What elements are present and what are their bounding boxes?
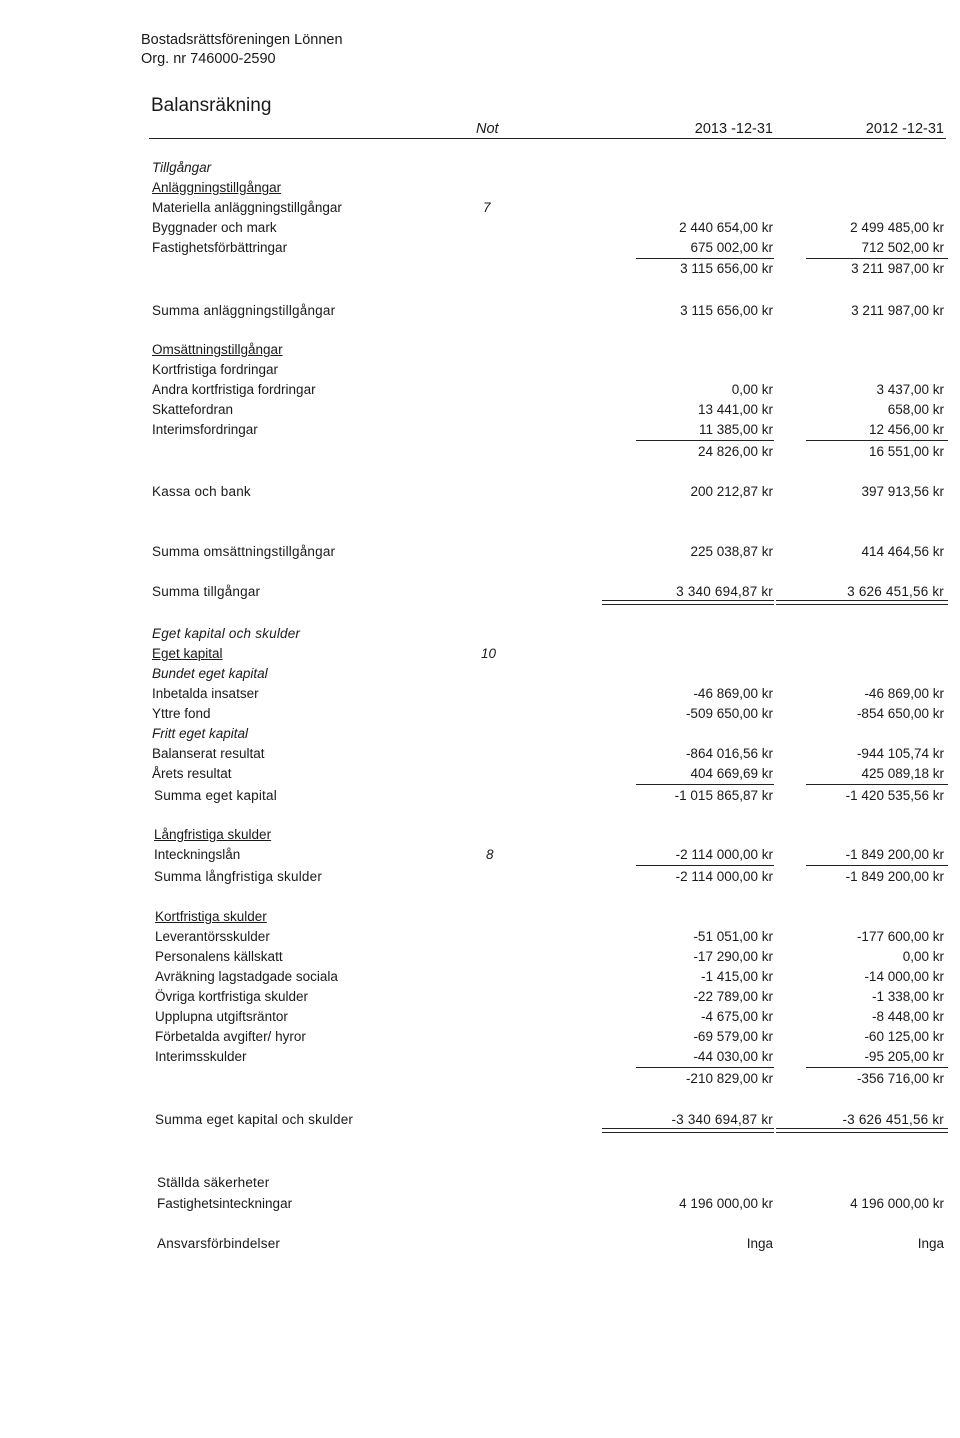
value-2013: -51 051,00 kr <box>693 929 773 944</box>
value-2012: 0,00 kr <box>902 949 944 964</box>
org-name: Bostadsrättsföreningen Lönnen <box>141 32 343 48</box>
sum-2013: -2 114 000,00 kr <box>675 869 773 884</box>
sum-2012: -1 849 200,00 kr <box>845 869 944 884</box>
pledged-heading: Ställda säkerheter <box>157 1175 270 1190</box>
restricted-equity-heading: Bundet eget kapital <box>152 666 268 681</box>
value-2013: Inga <box>746 1236 773 1251</box>
total-double-rule <box>776 600 948 605</box>
value-2013: 4 196 000,00 kr <box>679 1196 773 1211</box>
subtotal-2012: -356 716,00 kr <box>856 1071 944 1086</box>
tangible-assets-label: Materiella anläggningstillgångar <box>152 200 342 215</box>
contingent-label: Ansvarsförbindelser <box>157 1236 281 1251</box>
row-label: Interimsskulder <box>155 1049 247 1064</box>
row-label: Byggnader och mark <box>152 220 277 235</box>
value-2013: -509 650,00 kr <box>685 706 773 721</box>
value-2013: -46 869,00 kr <box>693 686 773 701</box>
subtotal-rule <box>806 784 948 785</box>
value-2012: 425 089,18 kr <box>861 766 944 781</box>
total-assets-2012: 3 626 451,56 kr <box>847 584 944 599</box>
sum-2013: -1 015 865,87 kr <box>674 788 773 803</box>
subtotal-2012: 16 551,00 kr <box>868 444 944 459</box>
sum-2012: -1 420 535,56 kr <box>845 788 944 803</box>
value-2013: 0,00 kr <box>731 382 773 397</box>
value-2012: -46 869,00 kr <box>864 686 944 701</box>
note-ref: 10 <box>481 646 497 661</box>
note-ref: 8 <box>486 847 494 862</box>
row-label: Fastighetsinteckningar <box>157 1196 293 1211</box>
row-label: Årets resultat <box>152 766 232 781</box>
row-label: Balanserat resultat <box>152 746 265 761</box>
equity-liabilities-heading: Eget kapital och skulder <box>152 626 301 641</box>
total-equity-liabilities-2013: -3 340 694,87 kr <box>671 1112 773 1127</box>
subtotal-rule <box>806 1067 948 1068</box>
row-label: Interimsfordringar <box>152 422 258 437</box>
free-equity-heading: Fritt eget kapital <box>152 726 249 741</box>
value-2012: -944 105,74 kr <box>856 746 944 761</box>
row-label: Upplupna utgiftsräntor <box>155 1009 288 1024</box>
assets-heading: Tillgångar <box>152 160 212 175</box>
subtotal-2013: -210 829,00 kr <box>685 1071 773 1086</box>
row-label: Inbetalda insatser <box>152 686 259 701</box>
value-2012: -177 600,00 kr <box>856 929 944 944</box>
value-2013: 13 441,00 kr <box>697 402 773 417</box>
subtotal-rule <box>806 258 948 259</box>
col-header-2013: 2013 -12-31 <box>694 121 773 137</box>
equity-heading: Eget kapital <box>152 646 223 661</box>
subtotal-rule <box>806 440 948 441</box>
note-ref: 7 <box>483 200 491 215</box>
value-2012: 2 499 485,00 kr <box>850 220 944 235</box>
cash-label: Kassa och bank <box>152 484 251 499</box>
subtotal-rule <box>636 865 774 866</box>
subtotal-rule <box>806 865 948 866</box>
subtotal-2013: 24 826,00 kr <box>697 444 773 459</box>
sum-label: Summa anläggningstillgångar <box>152 303 336 318</box>
sum-2012: 414 464,56 kr <box>861 544 944 559</box>
total-double-rule <box>602 600 774 605</box>
fixed-assets-heading: Anläggningstillgångar <box>152 180 282 195</box>
longterm-heading: Långfristiga skulder <box>154 827 272 842</box>
value-2013: 11 385,00 kr <box>698 422 773 437</box>
total-assets-2013: 3 340 694,87 kr <box>676 584 773 599</box>
row-label: Fastighetsförbättringar <box>152 240 288 255</box>
subtotal-2013: 3 115 656,00 kr <box>680 261 773 276</box>
cash-2012: 397 913,56 kr <box>861 484 944 499</box>
row-label: Leverantörsskulder <box>155 929 270 944</box>
value-2013: -4 675,00 kr <box>700 1009 773 1024</box>
value-2012: -1 849 200,00 kr <box>845 847 944 862</box>
shortterm-heading: Kortfristiga skulder <box>155 909 267 924</box>
value-2012: -60 125,00 kr <box>864 1029 944 1044</box>
subtotal-rule <box>636 258 774 259</box>
col-header-not: Not <box>476 121 499 137</box>
page-title: Balansräkning <box>151 95 272 116</box>
value-2012: -8 448,00 kr <box>871 1009 944 1024</box>
value-2013: 404 669,69 kr <box>690 766 773 781</box>
subtotal-rule <box>636 784 774 785</box>
value-2012: -14 000,00 kr <box>864 969 944 984</box>
value-2012: 3 437,00 kr <box>876 382 944 397</box>
receivables-heading: Kortfristiga fordringar <box>152 362 279 377</box>
subtotal-2012: 3 211 987,00 kr <box>851 261 944 276</box>
value-2012: -1 338,00 kr <box>871 989 944 1004</box>
value-2012: 712 502,00 kr <box>861 240 944 255</box>
value-2013: -44 030,00 kr <box>693 1049 773 1064</box>
subtotal-rule <box>636 1067 774 1068</box>
value-2013: -1 415,00 kr <box>700 969 773 984</box>
row-label: Förbetalda avgifter/ hyror <box>155 1029 306 1044</box>
col-header-2012: 2012 -12-31 <box>865 121 944 137</box>
sum-label: Summa omsättningstillgångar <box>152 544 336 559</box>
sum-2013: 225 038,87 kr <box>690 544 773 559</box>
cash-2013: 200 212,87 kr <box>690 484 773 499</box>
value-2013: -17 290,00 kr <box>693 949 773 964</box>
sum-2012: 3 211 987,00 kr <box>851 303 944 318</box>
row-label: Inteckningslån <box>154 847 241 862</box>
current-assets-heading: Omsättningstillgångar <box>152 342 283 357</box>
sum-label: Summa eget kapital <box>154 788 277 803</box>
total-double-rule <box>602 1128 774 1133</box>
value-2012: Inga <box>917 1236 944 1251</box>
value-2013: -22 789,00 kr <box>693 989 773 1004</box>
row-label: Avräkning lagstadgade sociala <box>155 969 338 984</box>
total-equity-liabilities-2012: -3 626 451,56 kr <box>842 1112 944 1127</box>
row-label: Yttre fond <box>152 706 211 721</box>
row-label: Övriga kortfristiga skulder <box>155 989 309 1004</box>
total-equity-liabilities-label: Summa eget kapital och skulder <box>155 1112 354 1127</box>
header-rule <box>149 138 946 139</box>
value-2013: -864 016,56 kr <box>685 746 773 761</box>
row-label: Personalens källskatt <box>155 949 283 964</box>
value-2013: -2 114 000,00 kr <box>675 847 773 862</box>
sum-2013: 3 115 656,00 kr <box>680 303 773 318</box>
value-2013: -69 579,00 kr <box>693 1029 773 1044</box>
total-double-rule <box>776 1128 948 1133</box>
sum-label: Summa långfristiga skulder <box>154 869 323 884</box>
value-2012: 658,00 kr <box>887 402 944 417</box>
value-2012: -95 205,00 kr <box>864 1049 944 1064</box>
value-2012: 4 196 000,00 kr <box>850 1196 944 1211</box>
org-number: Org. nr 746000-2590 <box>141 51 276 67</box>
row-label: Andra kortfristiga fordringar <box>152 382 316 397</box>
value-2013: 675 002,00 kr <box>690 240 773 255</box>
value-2013: 2 440 654,00 kr <box>679 220 773 235</box>
value-2012: 12 456,00 kr <box>868 422 944 437</box>
subtotal-rule <box>636 440 774 441</box>
row-label: Skattefordran <box>152 402 234 417</box>
total-assets-label: Summa tillgångar <box>152 584 261 599</box>
value-2012: -854 650,00 kr <box>856 706 944 721</box>
